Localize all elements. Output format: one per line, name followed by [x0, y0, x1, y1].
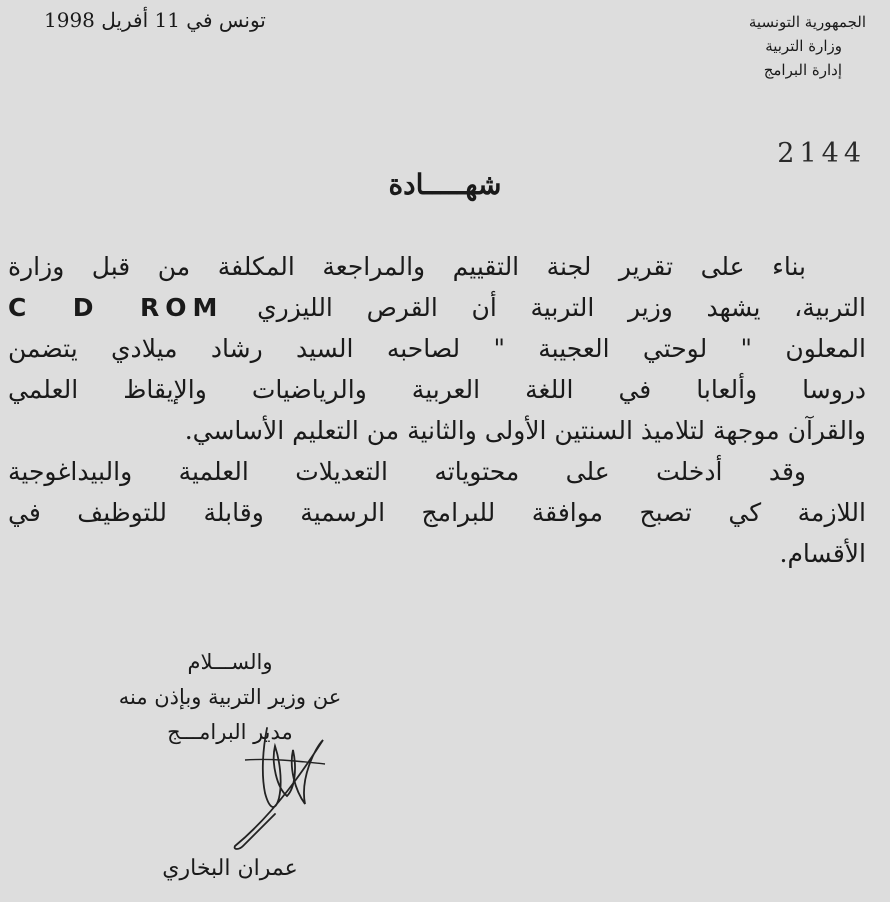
letterhead — [626, 10, 866, 82]
signer-position: مدير البرامـــج — [167, 720, 293, 744]
ministry-name: وزارة التربية — [765, 37, 842, 55]
cd-rom-label: C D ROM — [8, 293, 224, 322]
body-line — [8, 287, 866, 328]
body-line: المعلون " لوحتي العجيبة " لصاحبه السيد رشاد ميلادي يتضمن — [8, 334, 866, 363]
body-line: دروسا وألعابا في اللغة العربية والرياضيات والإيقاظ العلمي — [8, 375, 866, 404]
document-title: شهـــــادة — [388, 168, 502, 201]
handwritten-signature — [205, 718, 345, 858]
body-line: بناء على تقرير لجنة التقييم والمراجعة المكلفة من قبل وزارة — [8, 252, 806, 281]
certificate-body — [8, 246, 866, 574]
republic-name: الجمهورية التونسية — [748, 13, 866, 31]
document-date: تونس في 11 أفريل 1998 — [44, 8, 266, 32]
department-name: إدارة البرامج — [763, 61, 842, 79]
body-line-text: التربية، يشهد وزير التربية أن القرص الليزري — [257, 293, 866, 322]
on-behalf-line: عن وزير التربية وبإذن منه — [118, 685, 342, 709]
body-line: اللازمة كي تصبح موافقة للبرامج الرسمية وقابلة للتوظيف في — [8, 498, 866, 527]
closing-greeting: والســـلام — [187, 650, 273, 674]
body-line: وقد أدخلت على محتوياته التعديلات العلمية والبيداغوجية — [8, 457, 806, 486]
signer-name: عمران البخاري — [162, 856, 298, 881]
reference-number: 2144 — [777, 138, 866, 169]
body-line: والقرآن موجهة لتلاميذ السنتين الأولى والثانية من التعليم الأساسي. — [184, 416, 866, 445]
body-line: الأقسام. — [779, 539, 866, 568]
